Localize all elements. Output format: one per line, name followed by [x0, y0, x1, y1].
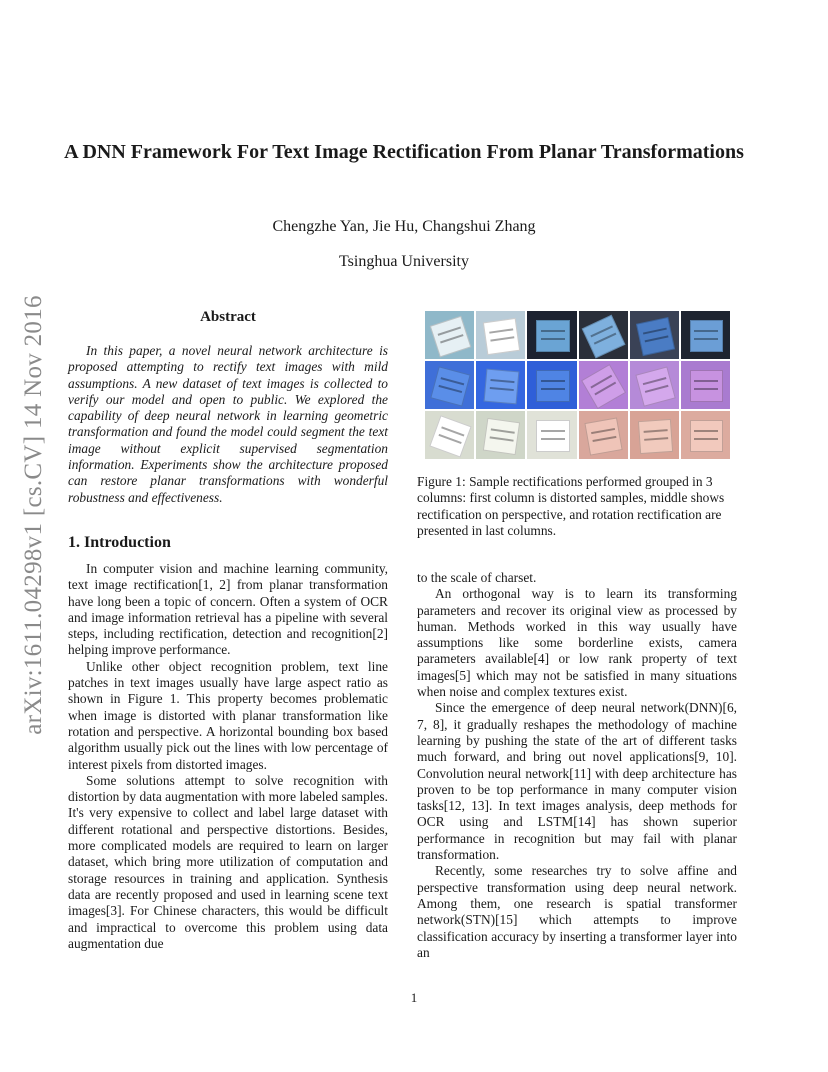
paper-authors: Chengzhe Yan, Jie Hu, Changshui Zhang — [272, 218, 536, 235]
intro-heading: 1. Introduction — [68, 534, 171, 551]
intro-paragraph-1: In computer vision and machine learning community, text image rectification[1, 2] from planar transformation have long been a topic of concern. Often a system of OCR and image information retrieval has a pipeline with several steps, including rectification, detection and recognition[2] helping improve performance. — [68, 561, 388, 658]
abstract-heading: Abstract — [200, 309, 256, 325]
figure-sample-thumbnail — [579, 311, 628, 359]
figure-sample-thumbnail — [681, 411, 730, 459]
figure-sample-thumbnail — [425, 311, 474, 359]
figure-sample-thumbnail — [476, 311, 525, 359]
text-document-image — [690, 370, 723, 403]
text-document-image — [585, 417, 624, 455]
text-document-image — [690, 320, 723, 353]
figure-sample-thumbnail — [425, 411, 474, 459]
arxiv-identifier — [4, 265, 64, 765]
figure-sample-thumbnail — [579, 361, 628, 409]
text-document-image — [483, 417, 521, 454]
right-paragraph-2: An orthogonal way is to learn its transforming parameters and recover its original view as processed by human. Methods worked in this way usually have assumptions like some borderline exists, camera parameters available[4] or low rank property of text images[5] which may not be satisfied in many situations when noise and complex textures exist. — [417, 586, 737, 700]
text-document-image — [536, 320, 569, 353]
right-paragraph-3: Since the emergence of deep neural network(DNN)[6, 7, 8], it gradually reshapes the methodology of machine learning by pushing the state of the art of different tasks much forward, and bring out novel applications[9, 10]. Convolution neural network[11] with deep architecture has proven to be top performance in many computer vision tasks[12, 13]. In text images analysis, deep methods for OCR using and LSTM[14] has shown superior performance in recognition but may fail with planar transformation. — [417, 700, 737, 863]
figure-1-sample-grid — [425, 311, 730, 459]
figure-sample-thumbnail — [527, 361, 576, 409]
arxiv-id-text: arXiv:1611.04298v1 [cs.CV] 14 Nov 2016 — [20, 295, 48, 735]
figure-sample-thumbnail — [681, 311, 730, 359]
abstract-text: In this paper, a novel neural network architecture is proposed attempting to rectify text images with mild assumptions. A new dataset of text images is collected to verify our model and open to public. We explored the capability of deep neural network in learning geometric transformation and found the model could segment the text image without explicit supervised segmentation information. Experiments show the architecture proposed can restore planar transformations with wonderful robustness and effectiveness. — [68, 343, 388, 505]
page-number: 1 — [410, 990, 418, 1005]
text-document-image — [430, 315, 472, 356]
right-paragraph-1: to the scale of charset. — [417, 570, 537, 585]
right-column-body — [417, 570, 737, 961]
text-document-image — [483, 317, 521, 354]
figure-sample-thumbnail — [681, 361, 730, 409]
text-document-image — [635, 317, 675, 356]
figure-sample-thumbnail — [630, 411, 679, 459]
figure-1-caption — [417, 474, 737, 539]
figure-sample-thumbnail — [476, 411, 525, 459]
text-document-image — [635, 366, 676, 406]
figure-sample-thumbnail — [527, 411, 576, 459]
text-document-image — [690, 420, 723, 453]
text-document-image — [536, 420, 569, 453]
figure-sample-thumbnail — [476, 361, 525, 409]
figure-sample-thumbnail — [527, 311, 576, 359]
figure-sample-thumbnail — [425, 361, 474, 409]
abstract-body — [68, 343, 388, 506]
right-paragraph-4: Recently, some researches try to solve affine and perspective transformation using deep neural network. Among them, one research is spatial transformer network(STN)[15] which attempts to improve classification accuracy by inserting a transformer layer into an — [417, 863, 737, 960]
figure-sample-thumbnail — [630, 361, 679, 409]
text-document-image — [582, 314, 626, 358]
text-document-image — [637, 418, 673, 453]
figure-caption-text: Figure 1: Sample rectifications performed grouped in 3 columns: first column is distorted samples, middle shows rectification on perspective, and rotation rectification are presented in last columns. — [417, 474, 725, 538]
text-document-image — [430, 366, 471, 406]
text-document-image — [429, 415, 472, 457]
paper-title: A DNN Framework For Text Image Rectification From Planar Transformations — [64, 141, 744, 163]
paper-affiliation: Tsinghua University — [339, 253, 469, 270]
text-document-image — [536, 370, 569, 403]
intro-paragraph-3: Some solutions attempt to solve recognition with distortion by data augmentation with more labeled samples. It's very expensive to collect and label large dataset with different rotational and perspective distortions. Besides, more complicated models are required to learn on larger dataset, which bring more utilization of computation and storage resources in training and application. Synthesis data are recently proposed and used in learning scene text images[3]. For Chinese characters, this would be difficult and impractical to overcome this problem using data augmentation due — [68, 772, 388, 951]
left-column-body — [68, 561, 388, 952]
text-document-image — [581, 363, 626, 408]
intro-paragraph-2: Unlike other object recognition problem, text line patches in text images usually have large aspect ratio as shown in Figure 1. This property becomes problematic when image is distorted with planar transformation like rotation and perspective. A horizontal bounding box based algorithm usually pick out the lines with low percentage of interest pixels from distorted images. — [68, 658, 388, 772]
text-document-image — [484, 368, 520, 404]
figure-sample-thumbnail — [579, 411, 628, 459]
figure-sample-thumbnail — [630, 311, 679, 359]
